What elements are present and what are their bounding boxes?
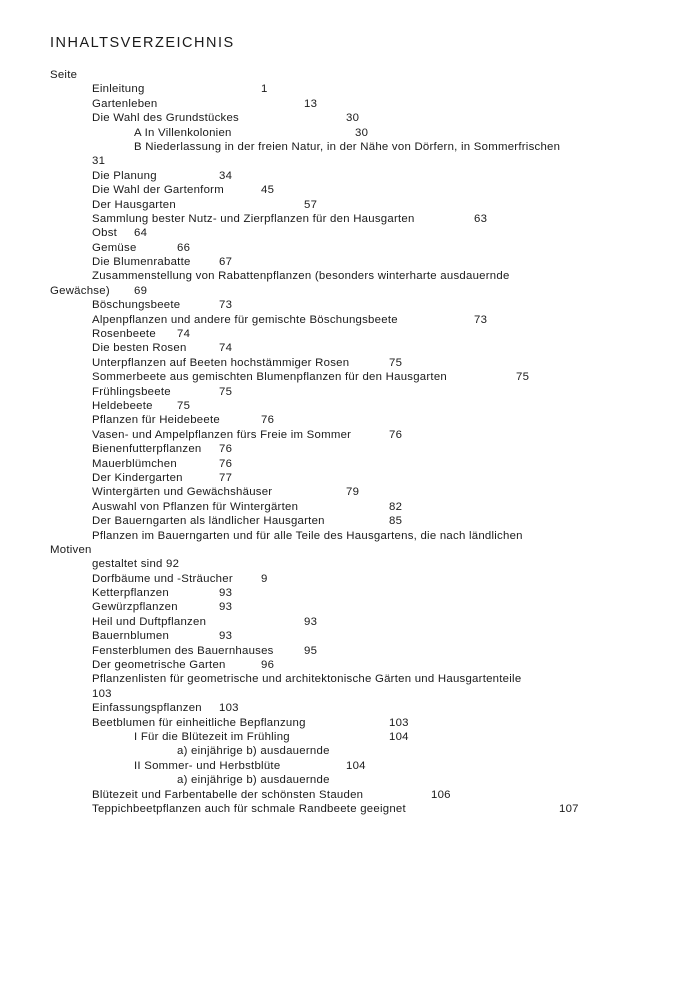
toc-entry-title: Teppichbeetpflanzen auch für schmale Randbeete geeignet [92, 802, 406, 815]
toc-entry-page-number: 75 [219, 385, 233, 398]
toc-entry [0, 97, 700, 111]
toc-entry-page-number: 103 [219, 702, 239, 715]
page-title: INHALTSVERZEICHNIS [50, 35, 235, 51]
toc-entry-page-number: 75 [389, 356, 403, 369]
toc-entry-page-number: 66 [177, 241, 191, 254]
toc-entry-page-number: 67 [219, 256, 233, 269]
toc-entry [0, 471, 700, 485]
toc-entry-title: Mauerblümchen [92, 457, 177, 470]
toc-entry-title: Sommerbeete aus gemischten Blumenpflanzen für den Hausgarten [92, 371, 448, 384]
toc-entry [0, 658, 700, 672]
toc-entry [0, 399, 700, 413]
toc-entry-title: Beetblumen für einheitliche Bepflanzung [92, 716, 306, 729]
toc-entry [0, 500, 700, 514]
toc-entry-page-number: 82 [389, 500, 403, 513]
toc-entry-title: Heil und Duftpflanzen [92, 615, 207, 628]
toc-entry [0, 327, 700, 341]
toc-entry-title: Pflanzenlisten für geometrische und architektonische Gärten und Hausgartenteile [92, 673, 522, 686]
toc-entry [0, 255, 700, 269]
toc-entry [0, 226, 700, 240]
toc-entry-title: Die Planung [92, 169, 157, 182]
toc-entry [0, 413, 700, 427]
toc-entry [0, 687, 700, 701]
toc-entry-title: Seite [50, 69, 78, 81]
toc-entry-page-number: 95 [304, 644, 318, 657]
toc-entry [0, 586, 700, 600]
toc-entry [0, 284, 700, 298]
toc-entry [0, 198, 700, 212]
toc-entry-title: a) einjährige b) ausdauernde [177, 774, 330, 787]
toc-entry [0, 773, 700, 787]
toc-entry [0, 644, 700, 658]
toc-entry [0, 788, 700, 802]
toc-entry-title: 31 [92, 155, 106, 168]
toc-entry-title: Pflanzen im Bauerngarten und für alle Teile des Hausgartens, die nach ländlichen [92, 529, 523, 542]
toc-entry-page-number: 34 [219, 169, 233, 182]
toc-entry-page-number: 104 [346, 759, 366, 772]
toc-entry-title: Böschungsbeete [92, 299, 181, 312]
table-of-contents [0, 68, 700, 816]
toc-entry-title: Die Wahl des Grundstückes [92, 112, 240, 125]
toc-entry-page-number: 74 [219, 342, 233, 355]
toc-entry [0, 701, 700, 715]
toc-entry [0, 269, 700, 283]
toc-entry-title: Unterpflanzen auf Beeten hochstämmiger Rosen [92, 356, 350, 369]
toc-entry-title: Einfassungspflanzen [92, 702, 202, 715]
toc-entry [0, 457, 700, 471]
toc-entry-title: Dorfbäume und -Sträucher [92, 572, 233, 585]
toc-entry [0, 341, 700, 355]
toc-entry [0, 428, 700, 442]
toc-entry [0, 356, 700, 370]
toc-entry [0, 759, 700, 773]
toc-entry-page-number: 107 [559, 802, 579, 815]
toc-entry-page-number: 85 [389, 515, 403, 528]
toc-entry-title: Wintergärten und Gewächshäuser [92, 486, 273, 499]
toc-entry-title: I Für die Blütezeit im Frühling [134, 730, 290, 743]
toc-entry-page-number: 76 [389, 428, 403, 441]
toc-entry [0, 600, 700, 614]
toc-entry-page-number: 79 [346, 486, 360, 499]
toc-entry-page-number: 76 [219, 457, 233, 470]
toc-entry-title: gestaltet sind 92 [92, 558, 180, 571]
toc-entry-title: Der Kindergarten [92, 471, 183, 484]
toc-entry-title: Auswahl von Pflanzen für Wintergärten [92, 500, 299, 513]
toc-entry [0, 442, 700, 456]
toc-entry-title: Fensterblumen des Bauernhauses [92, 644, 274, 657]
toc-entry-title: Gewürzpflanzen [92, 601, 178, 614]
toc-entry-title: Gartenleben [92, 97, 158, 110]
toc-entry [0, 140, 700, 154]
toc-entry-page-number: 93 [219, 601, 233, 614]
toc-entry-title: Zusammenstellung von Rabattenpflanzen (besonders winterharte ausdauernde [92, 270, 510, 283]
toc-entry-page-number: 104 [389, 730, 409, 743]
toc-entry [0, 802, 700, 816]
toc-entry [0, 370, 700, 384]
toc-entry-page-number: 74 [177, 328, 191, 341]
toc-entry-page-number: 13 [304, 97, 318, 110]
toc-entry-page-number: 93 [304, 615, 318, 628]
toc-entry [0, 68, 700, 82]
toc-entry-page-number: 93 [219, 630, 233, 643]
toc-entry-title: Pflanzen für Heidebeete [92, 414, 220, 427]
toc-entry-title: Bienenfutterpflanzen [92, 443, 202, 456]
toc-entry-title: Blütezeit und Farbentabelle der schönsten Stauden [92, 788, 364, 801]
toc-entry [0, 183, 700, 197]
toc-entry [0, 111, 700, 125]
toc-entry-page-number: 76 [219, 443, 233, 456]
toc-entry-title: Der geometrische Garten [92, 659, 226, 672]
toc-entry-page-number: 30 [355, 126, 369, 139]
toc-entry [0, 126, 700, 140]
toc-entry [0, 212, 700, 226]
toc-entry-title: Gewächse) [50, 284, 110, 297]
toc-entry-title: Frühlingsbeete [92, 385, 171, 398]
toc-entry-page-number: 76 [261, 414, 275, 427]
toc-entry [0, 529, 700, 543]
toc-entry [0, 716, 700, 730]
toc-entry-title: Alpenpflanzen und andere für gemischte Böschungsbeete [92, 313, 398, 326]
toc-entry-page-number: 30 [346, 112, 360, 125]
toc-entry [0, 313, 700, 327]
toc-entry-title: Die Blumenrabatte [92, 256, 191, 269]
toc-entry-page-number: 45 [261, 184, 275, 197]
toc-entry [0, 298, 700, 312]
toc-entry-title: Ketterpflanzen [92, 587, 169, 600]
toc-entry [0, 543, 700, 557]
toc-entry-page-number: 1 [261, 83, 268, 96]
toc-entry-title: a) einjährige b) ausdauernde [177, 745, 330, 758]
toc-entry-page-number: 9 [261, 572, 268, 585]
toc-entry-page-number: 75 [516, 371, 530, 384]
toc-entry-title: Sammlung bester Nutz- und Zierpflanzen für den Hausgarten [92, 212, 415, 225]
toc-entry [0, 485, 700, 499]
toc-entry-page-number: 93 [219, 587, 233, 600]
toc-entry-title: Vasen- und Ampelpflanzen fürs Freie im Sommer [92, 428, 352, 441]
toc-entry-title: Die Wahl der Gartenform [92, 184, 224, 197]
toc-entry [0, 744, 700, 758]
toc-entry-page-number: 75 [177, 399, 191, 412]
toc-entry [0, 672, 700, 686]
toc-entry [0, 385, 700, 399]
toc-entry-title: 103 [92, 687, 112, 700]
toc-entry-title: Bauernblumen [92, 630, 170, 643]
toc-entry-page-number: 96 [261, 659, 275, 672]
toc-entry [0, 572, 700, 586]
toc-entry-title: Der Hausgarten [92, 198, 176, 211]
toc-entry [0, 557, 700, 571]
toc-entry-title: Rosenbeete [92, 328, 156, 341]
toc-entry [0, 241, 700, 255]
toc-entry [0, 730, 700, 744]
toc-entry-title: Gemüse [92, 241, 137, 254]
toc-entry-title: II Sommer- und Herbstblüte [134, 759, 281, 772]
toc-entry [0, 615, 700, 629]
toc-entry [0, 629, 700, 643]
toc-entry-page-number: 77 [219, 471, 233, 484]
toc-entry-page-number: 69 [134, 284, 148, 297]
toc-entry-title: Obst [92, 227, 118, 240]
toc-entry-page-number: 57 [304, 198, 318, 211]
toc-entry-title: Motiven [50, 543, 92, 556]
toc-entry-title: Heldebeete [92, 399, 153, 412]
toc-entry-title: A In Villenkolonien [134, 126, 232, 139]
toc-entry-page-number: 73 [474, 313, 488, 326]
toc-entry-title: Der Bauerngarten als ländlicher Hausgarten [92, 515, 325, 528]
toc-entry-title: Die besten Rosen [92, 342, 187, 355]
toc-entry-title: Einleitung [92, 83, 145, 96]
toc-entry-title: B Niederlassung in der freien Natur, in der Nähe von Dörfern, in Sommerfrischen [134, 140, 561, 153]
toc-entry-page-number: 103 [389, 716, 409, 729]
toc-entry [0, 154, 700, 168]
toc-entry-page-number: 64 [134, 227, 148, 240]
toc-entry-page-number: 106 [431, 788, 451, 801]
toc-entry [0, 82, 700, 96]
toc-entry [0, 169, 700, 183]
toc-entry [0, 514, 700, 528]
toc-entry-page-number: 63 [474, 212, 488, 225]
toc-entry-page-number: 73 [219, 299, 233, 312]
